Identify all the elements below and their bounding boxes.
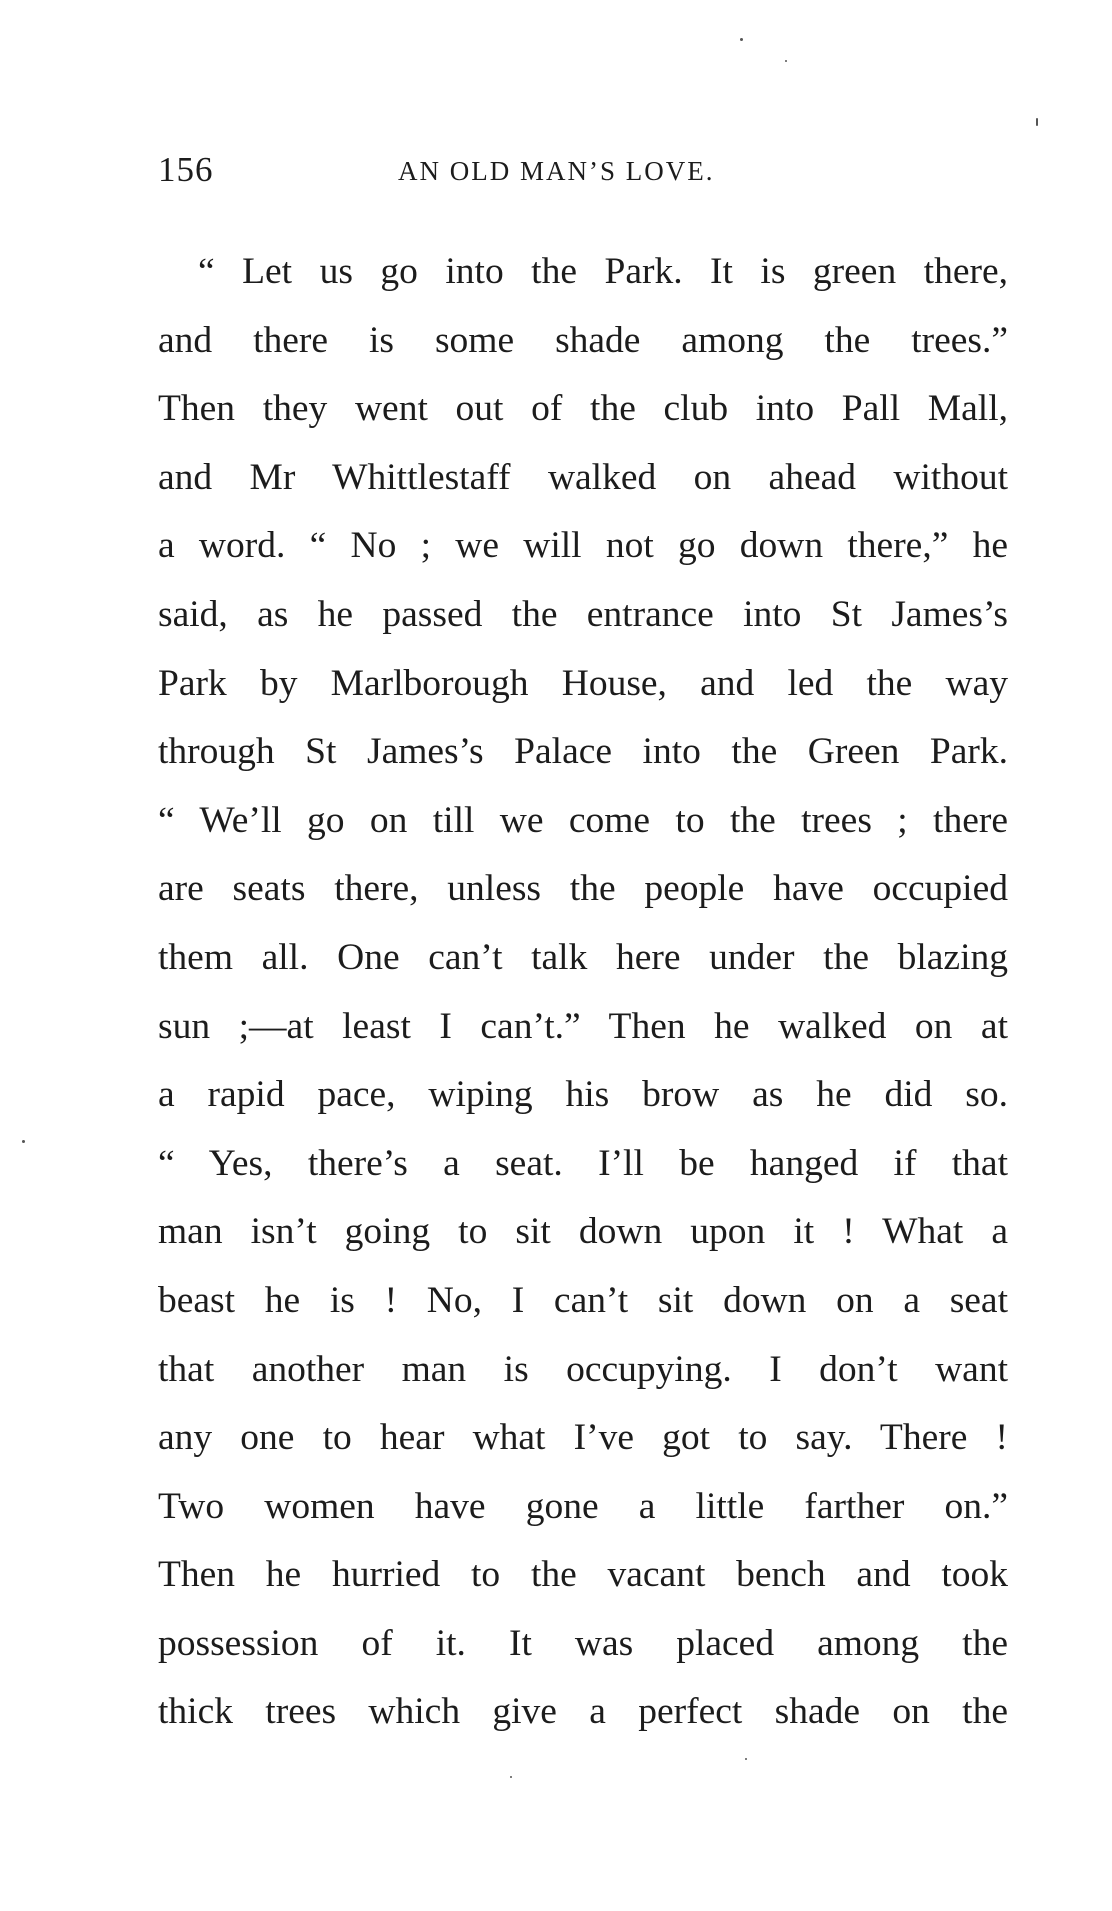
text-line: “ Yes, there’s a seat. I’ll be hanged if that xyxy=(158,1142,1008,1184)
scan-speck xyxy=(745,1758,747,1760)
text-line: them all. One can’t talk here under the blazing xyxy=(158,936,1008,978)
text-line: possession of it. It was placed among the xyxy=(158,1622,1008,1664)
page-number: 156 xyxy=(158,150,214,189)
text-line: through St James’s Palace into the Green Park. xyxy=(158,731,1008,773)
text-line: any one to hear what I’ve got to say. There ! xyxy=(158,1417,1008,1459)
text-line: and Mr Whittlestaff walked on ahead without xyxy=(158,456,1008,498)
text-line: Then they went out of the club into Pall Mall, xyxy=(158,388,1008,430)
scan-speck xyxy=(510,1776,512,1778)
scan-speck xyxy=(740,38,743,41)
text-line: Park by Marlborough House, and led the way xyxy=(158,662,1008,704)
text-line: that another man is occupying. I don’t want xyxy=(158,1348,1008,1390)
text-line: Two women have gone a little farther on.” xyxy=(158,1485,1008,1527)
text-line: Then he hurried to the vacant bench and took xyxy=(158,1554,1008,1596)
text-line: a word. “ No ; we will not go down there,” he xyxy=(158,525,1008,567)
scan-speck xyxy=(1036,118,1038,126)
text-line: and there is some shade among the trees.” xyxy=(158,319,1008,361)
text-line: thick trees which give a perfect shade on the xyxy=(158,1691,1008,1733)
text-line: beast he is ! No, I can’t sit down on a seat xyxy=(158,1279,1008,1321)
text-line: are seats there, unless the people have occupied xyxy=(158,868,1008,910)
scan-speck xyxy=(785,60,787,62)
text-line: a rapid pace, wiping his brow as he did so. xyxy=(158,1074,1008,1116)
running-head xyxy=(158,150,1008,210)
running-title: AN OLD MAN’S LOVE. xyxy=(398,156,715,186)
text-line: “ We’ll go on till we come to the trees ; there xyxy=(158,799,1008,841)
text-line: said, as he passed the entrance into St James’s xyxy=(158,593,1008,635)
text-line: man isn’t going to sit down upon it ! What a xyxy=(158,1211,1008,1253)
body-text xyxy=(158,238,1008,1747)
text-line: “ Let us go into the Park. It is green there, xyxy=(198,251,1008,292)
text-line: sun ;—at least I can’t.” Then he walked on at xyxy=(158,1005,1008,1047)
scan-speck xyxy=(22,1140,25,1143)
